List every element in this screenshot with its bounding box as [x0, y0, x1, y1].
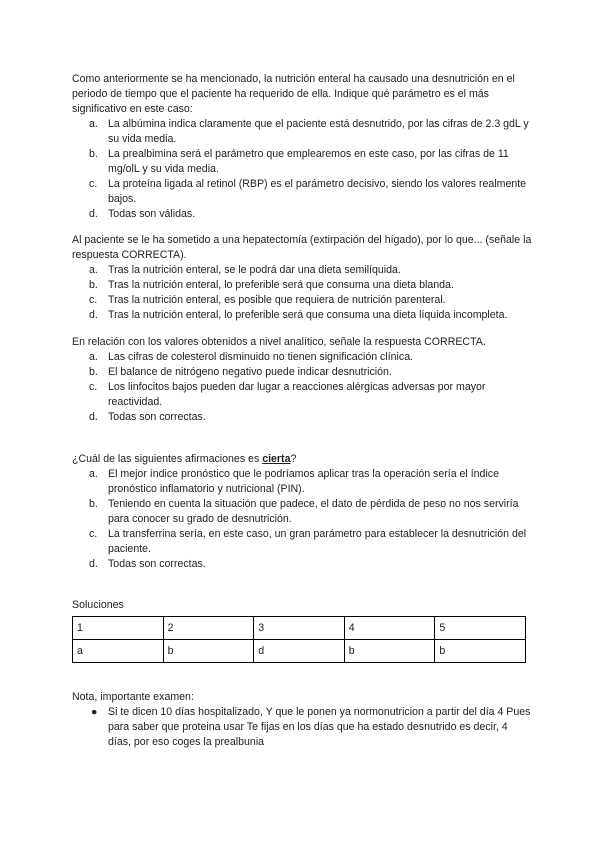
option-marker: d. — [89, 309, 98, 321]
table-cell: b — [163, 640, 254, 663]
table-cell: d — [254, 640, 345, 663]
question-2-option-a — [72, 263, 532, 278]
option-marker: b. — [89, 279, 98, 291]
table-cell: 3 — [254, 617, 345, 640]
table-cell: b — [435, 640, 526, 663]
question-2 — [72, 233, 532, 323]
exam-note — [72, 690, 532, 750]
question-1-option-b — [72, 147, 532, 177]
option-marker: a. — [89, 264, 98, 276]
question-2-stem: Al paciente se le ha sometido a una hepatectomía (extirpación del hígado), por lo que... (señale la respuesta CORRECTA). — [72, 234, 532, 261]
question-1-option-c — [72, 177, 532, 207]
option-marker: b. — [89, 366, 98, 378]
question-4 — [72, 452, 532, 572]
question-3-option-c — [72, 380, 532, 410]
table-cell: 4 — [344, 617, 435, 640]
option-text: Tras la nutrición enteral, lo preferible será que consuma una dieta blanda. — [108, 279, 454, 291]
question-3-option-d — [72, 410, 532, 425]
option-text: El mejor índice pronóstico que le podríamos aplicar tras la operación sería el índice pronóstico inflamatorio y nutricional (PIN). — [108, 468, 499, 495]
question-4-stem-emphasis: cierta — [262, 453, 291, 465]
option-text: Todas son correctas. — [108, 558, 206, 570]
list-item — [72, 705, 532, 750]
table-cell: b — [344, 640, 435, 663]
option-text: La albúmina indica claramente que el paciente está desnutrido, por las cifras de 2.3 gdL y su vida media. — [108, 118, 529, 145]
question-2-option-b — [72, 278, 532, 293]
option-text: La proteína ligada al retinol (RBP) es el parámetro decisivo, siendo los valores realmente bajos. — [108, 178, 527, 205]
bullet-icon: ● — [91, 706, 98, 718]
question-4-option-a — [72, 467, 532, 497]
option-marker: d. — [89, 558, 98, 570]
option-marker: a. — [89, 118, 98, 130]
question-3-stem: En relación con los valores obtenidos a nivel analítico, señale la respuesta CORRECTA. — [72, 336, 486, 348]
question-4-option-b — [72, 497, 532, 527]
option-text: Los linfocitos bajos pueden dar lugar a reacciones alérgicas adversas por mayor reactividad. — [108, 381, 486, 408]
solutions-title: Soluciones — [72, 599, 124, 611]
option-text: El balance de nitrógeno negativo puede indicar desnutrición. — [108, 366, 392, 378]
option-text: Todas son válidas. — [108, 208, 196, 220]
table-cell: 5 — [435, 617, 526, 640]
option-text: La prealbimina será el parámetro que emplearemos en este caso, por las cifras de 11 mg/olL y su vida media. — [108, 148, 509, 175]
option-text: La transferrina sería, en este caso, un gran parámetro para establecer la desnutrición del paciente. — [108, 528, 527, 555]
option-marker: d. — [89, 411, 98, 423]
question-1-option-d — [72, 207, 532, 222]
table-cell: 1 — [73, 617, 164, 640]
option-marker: b. — [89, 498, 98, 510]
option-text: Las cifras de colesterol disminuido no tienen significación clínica. — [108, 351, 414, 363]
option-text: Tras la nutrición enteral, lo preferible será que consuma una dieta líquida incompleta. — [108, 309, 508, 321]
table-row — [73, 617, 526, 640]
question-3-option-b — [72, 365, 532, 380]
option-marker: b. — [89, 148, 98, 160]
option-text: Teniendo en cuenta la situación que padece, el dato de pérdida de peso no nos serviría para conocer su grado de desnutrición. — [108, 498, 519, 525]
note-list — [72, 705, 532, 750]
solutions-table — [72, 616, 526, 663]
question-3-option-a — [72, 350, 532, 365]
table-cell: 2 — [163, 617, 254, 640]
option-text: Tras la nutrición enteral, se le podrá dar una dieta semilíquida. — [108, 264, 401, 276]
option-marker: a. — [89, 351, 98, 363]
question-3-options — [72, 350, 532, 425]
question-1 — [72, 72, 532, 222]
question-1-option-a — [72, 117, 532, 147]
table-cell: a — [73, 640, 164, 663]
option-marker: a. — [89, 468, 98, 480]
question-4-options — [72, 467, 532, 572]
option-text: Tras la nutrición enteral, es posible que requiera de nutrición parenteral. — [108, 294, 446, 306]
note-title: Nota, importante examen: — [72, 691, 194, 703]
option-text: Todas son correctas. — [108, 411, 206, 423]
question-3 — [72, 335, 532, 425]
question-1-options — [72, 117, 532, 222]
table-row — [73, 640, 526, 663]
question-2-option-c — [72, 293, 532, 308]
option-marker: d. — [89, 208, 98, 220]
question-1-stem: Como anteriormente se ha mencionado, la nutrición enteral ha causado una desnutrición en el periodo de tiempo que el paciente ha requerido de ella. Indique qué parámetro es el más significativo en este caso: — [72, 73, 515, 115]
question-2-option-d — [72, 308, 532, 323]
option-marker: c. — [89, 178, 98, 190]
question-2-options — [72, 263, 532, 323]
question-4-stem-start: ¿Cuál de las siguientes afirmaciones es — [72, 453, 263, 465]
option-marker: c. — [89, 528, 98, 540]
question-4-stem-end: ? — [290, 453, 297, 465]
option-marker: c. — [89, 381, 98, 393]
note-text: Si te dicen 10 días hospitalizado, Y que le ponen ya normonutricion a partir del día 4 Pues para saber que proteina usar Te fijas en los días que ha estado desnutrido es decir, 4 días, por eso coges la prealbunia — [108, 706, 531, 748]
question-4-option-c — [72, 527, 532, 557]
question-4-stem — [72, 452, 532, 467]
option-marker: c. — [89, 294, 98, 306]
question-4-option-d — [72, 557, 532, 572]
